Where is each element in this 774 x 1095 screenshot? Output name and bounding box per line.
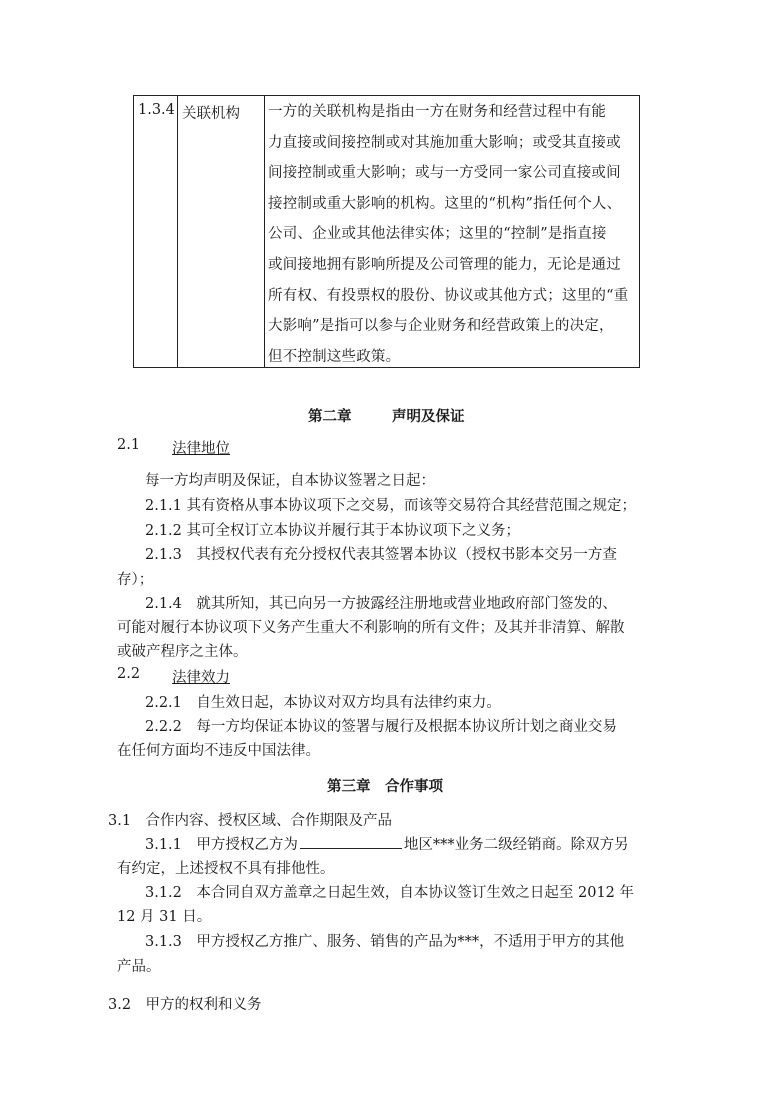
definition-term: 关联机构: [182, 106, 240, 122]
definition-number: 1.3.4: [138, 102, 175, 118]
clause-2-1-4: 2.1.4 就其所知，其已向另一方披露经注册地或营业地政府部门签发的、: [145, 596, 617, 612]
definition-text: [268, 102, 636, 377]
clause-3-1-2: 3.1.2 本合同自双方盖章之日起生效，自本协议签订生效之日起至 2012 年: [145, 885, 635, 901]
definition-line: 大影响”是指可以参与企业财务和经营政策上的决定，: [268, 318, 614, 335]
clause-2-1-3-cont: 存）；: [117, 572, 154, 588]
clause-3-1-2-cont: 12 月 31 日。: [117, 909, 212, 925]
table-divider: [177, 96, 178, 367]
definition-line: 接控制或重大影响的机构。这里的“机构”指任何个人、: [268, 195, 622, 212]
clause-2-2-2-cont: 在任何方面均不违反中国法律。: [117, 743, 320, 759]
section-2-1-number: 2.1: [117, 437, 141, 453]
clause-3-1-1-text: 3.1.1 甲方授权乙方为: [145, 837, 298, 853]
clause-2-2-1: 2.2.1 自生效日起，本协议对双方均具有法律约束力。: [145, 695, 501, 711]
definition-table: [133, 95, 640, 368]
clause-3-1-1-text: 地区***业务二级经销商。除双方另: [403, 837, 629, 853]
chapter-2-number: 第二章: [308, 409, 352, 425]
chapter-2-title: 声明及保证: [392, 409, 465, 425]
definition-line: 但不控制这些政策。: [268, 348, 401, 365]
fill-in-blank[interactable]: [300, 834, 402, 849]
definition-line: 所有权、有投票权的股份、协议或其他方式；这里的“重: [268, 287, 629, 304]
section-2-2-title: 法律效力: [172, 670, 230, 686]
section-2-2-number: 2.2: [117, 666, 141, 682]
section-3-2-heading: 3.2 甲方的权利和义务: [108, 997, 262, 1013]
clause-3-1-1: [145, 833, 629, 854]
clause-3-1-1-cont: 有约定，上述授权不具有排他性。: [117, 861, 335, 877]
clause-2-1-4-cont: 或破产程序之主体。: [117, 644, 248, 660]
section-2-1-intro: 每一方均声明及保证，自本协议签署之日起：: [145, 473, 435, 489]
definition-line: 或间接地拥有影响所提及公司管理的能力，无论是通过: [268, 256, 621, 273]
clause-2-1-3: 2.1.3 其授权代表有充分授权代表其签署本协议（授权书影本交另一方查: [145, 547, 617, 563]
section-3-1-heading: 3.1 合作内容、授权区域、合作期限及产品: [108, 813, 393, 829]
clause-2-1-1: 2.1.1 其有资格从事本协议项下之交易，而该等交易符合其经营范围之规定；: [145, 498, 637, 514]
definition-line: 间接控制或重大影响；或与一方受同一家公司直接或间: [268, 165, 621, 182]
clause-3-1-3-cont: 产品。: [117, 959, 161, 975]
definition-line: 一方的关联机构是指由一方在财务和经营过程中有能: [268, 104, 607, 120]
definition-line: 力直接或间接控制或对其施加重大影响；或受其直接或: [268, 134, 621, 151]
clause-2-1-2: 2.1.2 其可全权订立本协议并履行其于本协议项下之义务；: [145, 523, 521, 539]
section-2-1-title: 法律地位: [172, 441, 230, 457]
clause-3-1-3: 3.1.3 甲方授权乙方推广、服务、销售的产品为***，不适用于甲方的其他: [145, 934, 625, 950]
clause-2-2-2: 2.2.2 每一方均保证本协议的签署与履行及根据本协议所计划之商业交易: [145, 719, 617, 735]
definition-line: 公司、企业或其他法律实体；这里的“控制”是指直接: [268, 226, 607, 243]
chapter-3-heading: 第三章 合作事项: [327, 779, 443, 795]
clause-2-1-4-cont: 可能对履行本协议项下义务产生重大不利影响的所有文件；及其并非清算、解散: [117, 620, 625, 636]
table-divider: [264, 96, 265, 367]
